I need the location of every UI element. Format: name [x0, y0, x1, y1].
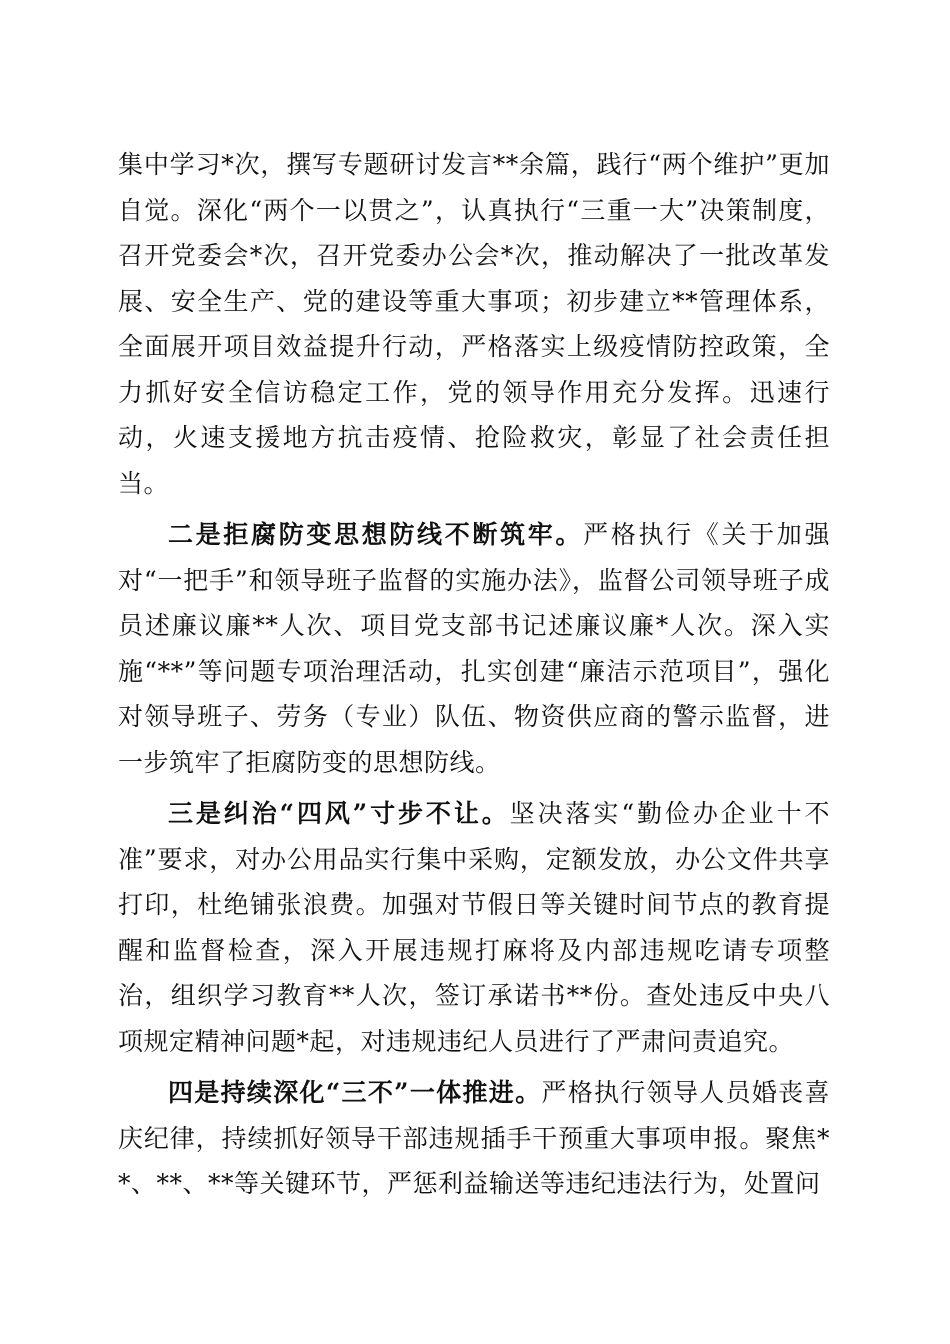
paragraph-text: 坚决落实“勤俭办企业十不准”要求，对办公用品实行集中采购，定额发放，办公文件共享打印，杜绝铺张浪费。加强对节假日等关键时间节点的教育提醒和监督检查，深入开展违规打麻将及内部违规吃请专项整治，组织学习教育**人次，签订承诺书**份。查处违反中央八项规定精神问题*起，对违规违纪人员进行了严肃问责追究。	[118, 799, 830, 1056]
paragraph-four-winds	[118, 791, 830, 1064]
paragraph-text: 严格执行领导人员婚丧喜庆纪律，持续抓好领导干部违规插手干预重大事项申报。聚焦**、**、**等关键环节，严惩利益输送等违纪违法行为，处置问	[118, 1078, 830, 1198]
paragraph-anti-corruption	[118, 512, 830, 785]
paragraph-lead: 三是纠治“四风”寸步不让。	[168, 799, 510, 828]
paragraph-lead: 二是拒腐防变思想防线不断筑牢。	[168, 520, 584, 549]
paragraph-continuation	[118, 142, 830, 506]
paragraph-text: 集中学习*次，撰写专题研讨发言**余篇，践行“两个维护”更加自觉。深化“两个一以贯之”，认真执行“三重一大”决策制度，召开党委会*次，召开党委办公会*次，推动解决了一批改革发展、安全生产、党的建设等重大事项；初步建立**管理体系，全面展开项目效益提升行动，严格落实上级疫情防控政策，全力抓好安全信访稳定工作，党的领导作用充分发挥。迅速行动，火速支援地方抗击疫情、抢险救灾，彰显了社会责任担当。	[118, 150, 830, 498]
paragraph-three-nots	[118, 1070, 830, 1207]
paragraph-text: 严格执行《关于加强对“一把手”和领导班子监督的实施办法》，监督公司领导班子成员述廉议廉**人次、项目党支部书记述廉议廉*人次。深入实施“**”等问题专项治理活动，扎实创建“廉洁示范项目”，强化对领导班子、劳务（专业）队伍、物资供应商的警示监督，进一步筑牢了拒腐防变的思想防线。	[118, 520, 830, 777]
document-body	[118, 142, 830, 1213]
paragraph-lead: 四是持续深化“三不”一体推进。	[168, 1078, 542, 1107]
